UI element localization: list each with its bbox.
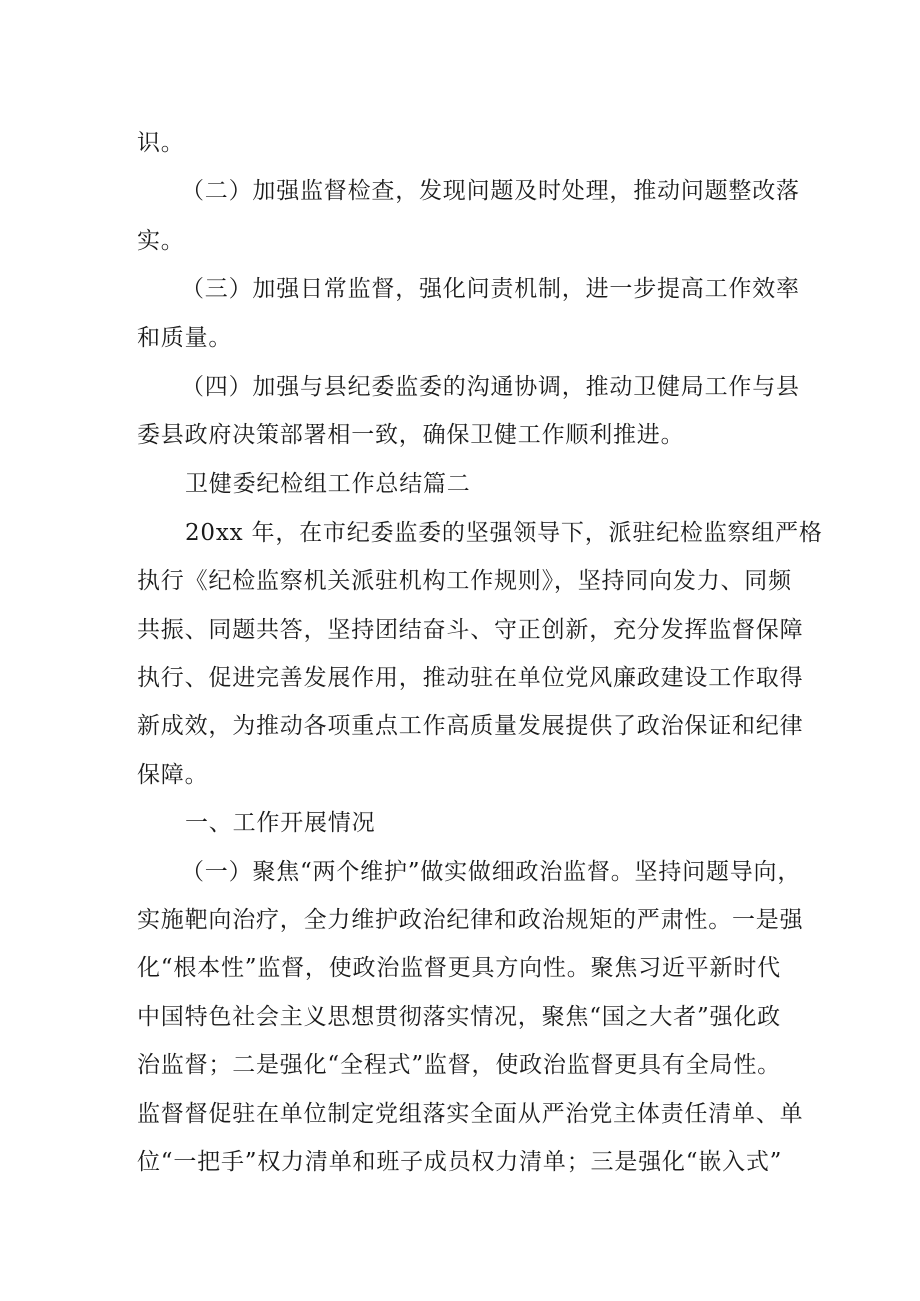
text-line: 保障。 — [137, 762, 209, 788]
text-line: 共振、同题共答，坚持团结奋斗、守正创新，充分发挥监督保障 — [137, 617, 804, 643]
text-line: 识。 — [137, 130, 185, 156]
text-line: 和质量。 — [137, 325, 233, 351]
text-line: 位“一把手”权力清单和班子成员权力清单；三是强化“嵌入式” — [137, 1149, 783, 1175]
text-line: （二）加强监督检查，发现问题及时处理，推动问题整改落 — [181, 178, 800, 204]
text-line: 治监督；二是强化“全程式”监督，使政治监督更具有全局性。 — [137, 1052, 781, 1078]
text-line: 实施靶向治疗，全力维护政治纪律和政治规矩的严肃性。一是强 — [137, 907, 804, 933]
text-line: （四）加强与县纪委监委的沟通协调，推动卫健局工作与县 — [181, 374, 800, 400]
section-title: 卫健委纪检组工作总结篇二 — [185, 471, 471, 497]
text-line: 委县政府决策部署相一致，确保卫健工作顺利推进。 — [137, 422, 685, 448]
text-line: 监督督促驻在单位制定党组落实全面从严治党主体责任清单、单 — [137, 1101, 804, 1127]
text-line: 化“根本性”监督，使政治监督更具方向性。聚焦习近平新时代 — [137, 955, 781, 981]
text-line: 实。 — [137, 228, 185, 254]
text-line: 中国特色社会主义思想贯彻落实情况，聚焦“国之大者”强化政 — [137, 1004, 781, 1030]
text-line: 执行、促进完善发展作用，推动驻在单位党风廉政建设工作取得 — [137, 665, 804, 691]
text-line: 执行《纪检监察机关派驻机构工作规则》，坚持同向发力、同频 — [137, 568, 792, 594]
text-line: 20xx 年，在市纪委监委的坚强领导下，派驻纪检监察组严格 — [185, 520, 823, 546]
text-line: （一）聚焦“两个维护”做实做细政治监督。坚持问题导向， — [181, 859, 802, 885]
text-line: 新成效，为推动各项重点工作高质量发展提供了政治保证和纪律 — [137, 713, 804, 739]
section-heading: 一、工作开展情况 — [185, 810, 376, 836]
text-line: （三）加强日常监督，强化问责机制，进一步提高工作效率 — [181, 276, 800, 302]
